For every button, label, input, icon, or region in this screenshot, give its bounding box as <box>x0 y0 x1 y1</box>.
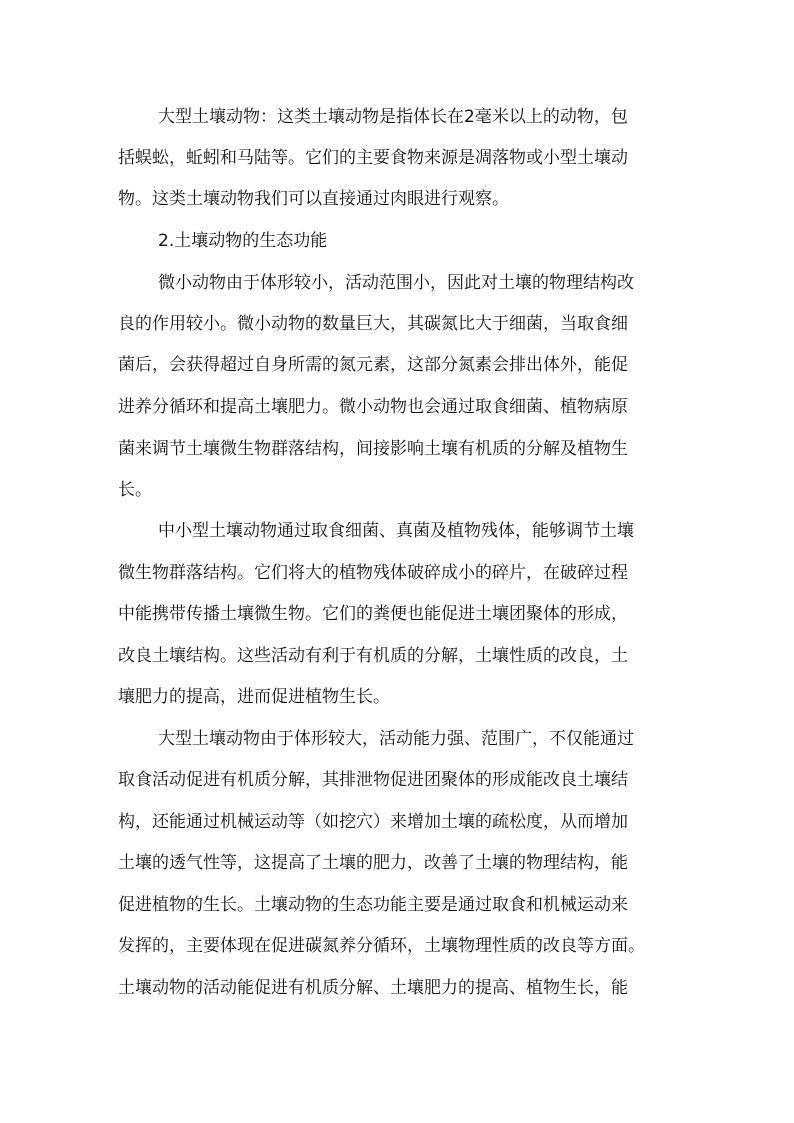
paragraph-3-line-3: 中能携带传播土壤微生物。它们的粪便也能促进土壤团聚体的形成， <box>118 604 628 624</box>
paragraph-2-line-4: 进养分循环和提高土壤肥力。微小动物也会通过取食细菌、植物病原 <box>118 397 628 417</box>
paragraph-2-line-3: 菌后，会获得超过自身所需的氮元素，这部分氮素会排出体外，能促 <box>118 355 628 375</box>
paragraph-1-line-1: 大型土壤动物：这类土壤动物是指体长在2毫米以上的动物，包 <box>158 107 628 127</box>
paragraph-3-line-1: 中小型土壤动物通过取食细菌、真菌及植物残体，能够调节土壤 <box>158 521 634 541</box>
paragraph-4-line-2: 取食活动促进有机质分解，其排泄物促进团聚体的形成能改良土壤结 <box>118 770 628 790</box>
paragraph-2-line-6: 长。 <box>118 480 152 500</box>
paragraph-4-line-4: 土壤的透气性等，这提高了土壤的肥力，改善了土壤的物理结构，能 <box>118 853 628 873</box>
paragraph-4-line-7: 土壤动物的活动能促进有机质分解、土壤肥力的提高、植物生长，能 <box>118 978 628 998</box>
paragraph-4-line-3: 构，还能通过机械运动等（如挖穴）来增加土壤的疏松度，从而增加 <box>118 812 628 832</box>
paragraph-4-line-1: 大型土壤动物由于体形较大，活动能力强、范围广，不仅能通过 <box>158 729 634 749</box>
paragraph-3-line-5: 壤肥力的提高，进而促进植物生长。 <box>118 687 390 707</box>
paragraph-3-line-2: 微生物群落结构。它们将大的植物残体破碎成小的碎片，在破碎过程 <box>118 563 628 583</box>
paragraph-2-line-5: 菌来调节土壤微生物群落结构，间接影响土壤有机质的分解及植物生 <box>118 439 628 459</box>
section-heading: 2.土壤动物的生态功能 <box>158 231 328 251</box>
paragraph-2-line-2: 良的作用较小。微小动物的数量巨大，其碳氮比大于细菌，当取食细 <box>118 314 628 334</box>
paragraph-2-line-1: 微小动物由于体形较小，活动范围小，因此对土壤的物理结构改 <box>158 273 634 293</box>
paragraph-3-line-4: 改良土壤结构。这些活动有利于有机质的分解，土壤性质的改良，土 <box>118 646 628 666</box>
paragraph-4-line-5: 促进植物的生长。土壤动物的生态功能主要是通过取食和机械运动来 <box>118 895 628 915</box>
paragraph-1-line-2: 括蜈蚣，蚯蚓和马陆等。它们的主要食物来源是凋落物或小型土壤动 <box>118 148 628 168</box>
paragraph-1-line-3: 物。这类土壤动物我们可以直接通过肉眼进行观察。 <box>118 189 509 209</box>
paragraph-4-line-6: 发挥的，主要体现在促进碳氮养分循环，土壤物理性质的改良等方面。 <box>118 936 645 956</box>
